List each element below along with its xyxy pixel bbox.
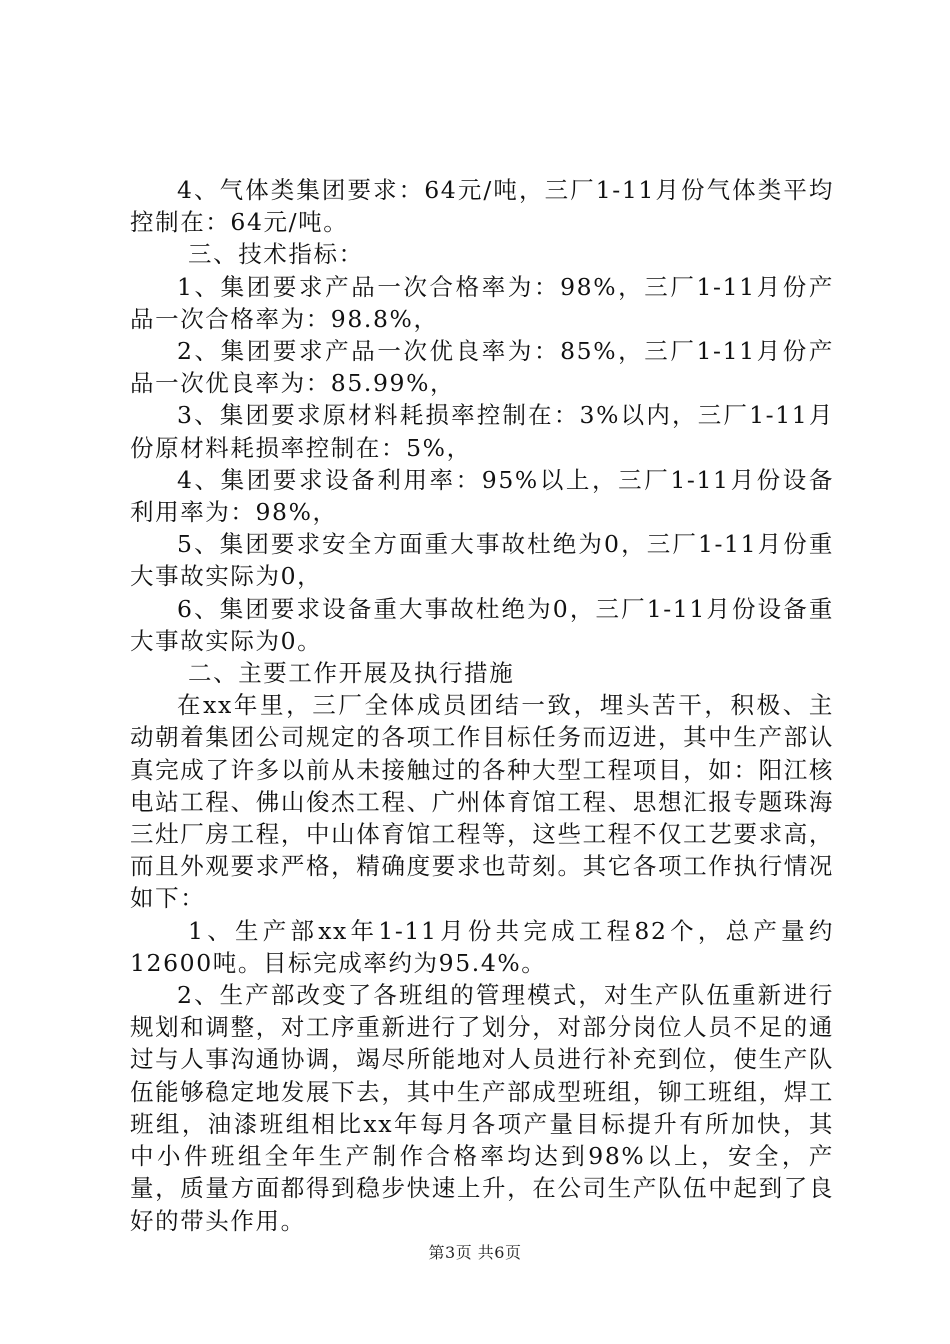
paragraph-material-loss: 3、集团要求原材料耗损率控制在：3%以内，三厂1-11月份原材料耗损率控制在：5%， <box>130 401 834 462</box>
paragraph-safety-accidents: 5、集团要求安全方面重大事故杜绝为0，三厂1-11月份重大事故实际为0， <box>130 530 834 591</box>
document-body <box>130 174 834 1237</box>
paragraph-excellence-rate: 2、集团要求产品一次优良率为：85%，三厂1-11月份产品一次优良率为：85.99%， <box>130 337 834 398</box>
page-footer: 第3页 共6页 <box>428 1243 522 1262</box>
heading-technical-indicators: 三、技术指标： <box>188 240 364 269</box>
heading-main-work: 二、主要工作开展及执行措施 <box>188 659 515 688</box>
paragraph-gas-cost: 4、气体类集团要求：64元/吨，三厂1-11月份气体类平均控制在：64元/吨。 <box>130 176 834 237</box>
paragraph-team-management: 2、生产部改变了各班组的管理模式，对生产队伍重新进行规划和调整，对工序重新进行了划分，对部分岗位人员不足的通过与人事沟通协调，竭尽所能地对人员进行补充到位，使生产队伍能够稳定地发展下去，其中生产部成型班组，铆工班组，焊工班组，油漆班组相比xx年每月各项产量目标提升有所加快，其中小件班组全年生产制作合格率均达到98%以上，安全，产量，质量方面都得到稳步快速上升，在公司生产队伍中起到了良好的带头作用。 <box>130 981 834 1235</box>
paragraph-equipment-accidents: 6、集团要求设备重大事故杜绝为0，三厂1-11月份设备重大事故实际为0。 <box>130 594 834 655</box>
paragraph-work-overview: 在xx年里，三厂全体成员团结一致，埋头苦干，积极、主动朝着集团公司规定的各项工作目标任务而迈进，其中生产部认真完成了许多以前从未接触过的各种大型工程项目，如：阳江核电站工程、佛山俊杰工程、广州体育馆工程、思想汇报专题珠海三灶厂房工程，中山体育馆工程等，这些工程不仅工艺要求高，而且外观要求严格，精确度要求也苛刻。其它各项工作执行情况如下： <box>130 691 834 913</box>
paragraph-equipment-utilization: 4、集团要求设备利用率：95%以上，三厂1-11月份设备利用率为：98%， <box>130 465 834 527</box>
paragraph-pass-rate: 1、集团要求产品一次合格率为：98%，三厂1-11月份产品一次合格率为：98.8%， <box>130 272 834 333</box>
paragraph-production-output: 1、生产部xx年1-11月份共完成工程82个，总产量约12600吨。目标完成率约为95.4%。 <box>130 916 834 977</box>
